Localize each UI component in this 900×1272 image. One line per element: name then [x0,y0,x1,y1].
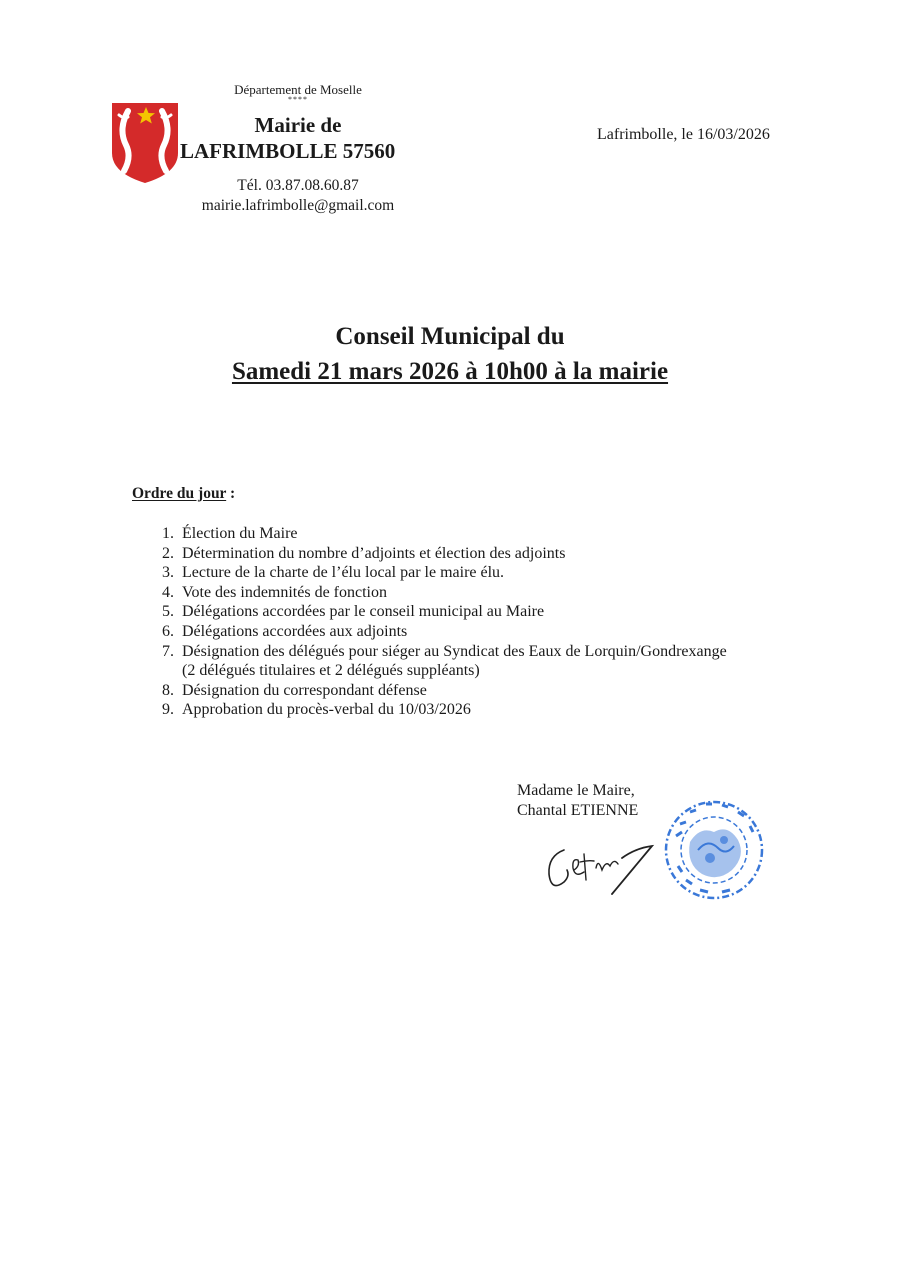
coat-of-arms-icon [110,101,180,185]
item-number: 7. [162,642,174,660]
item-text [182,642,820,681]
item-text: Approbation du procès-verbal du 10/03/2026 [182,701,471,719]
item-number: 6. [162,622,174,640]
item-number: 1. [162,525,174,542]
agenda-heading-label: Ordre du jour [132,485,227,502]
page-title-line1: Conseil Municipal du [335,323,565,350]
contact-block [180,176,416,216]
email-address: mairie.lafrimbolle@gmail.com [201,197,395,214]
item-number: 3. [162,564,174,582]
item-text-line2: (2 délégués titulaires et 2 délégués suppléants) [182,662,480,680]
item-text: Désignation du correspondant défense [182,681,427,699]
list-item [140,524,820,544]
item-number: 2. [162,544,174,562]
list-item [140,642,820,681]
list-item [140,681,820,701]
place-date: Lafrimbolle, le 16/03/2026 [597,126,770,143]
item-text: Vote des indemnités de fonction [182,583,387,601]
item-text: Lecture de la charte de l’élu local par le maire élu. [182,564,505,582]
item-number: 9. [162,701,174,719]
official-stamp [660,796,768,904]
list-item [140,602,820,622]
page-title-line2 [0,355,900,388]
department-line: Département de Moselle [234,82,362,97]
item-text: Délégations accordées aux adjoints [182,622,408,640]
phone-number: Tél. 03.87.08.60.87 [237,177,359,194]
signatory-role: Madame le Maire, [517,782,635,799]
item-text: Détermination du nombre d’adjoints et élection des adjoints [182,544,566,562]
list-item [140,583,820,603]
handwritten-signature [540,830,665,900]
item-text: Délégations accordées par le conseil municipal au Maire [182,603,545,621]
list-item [140,622,820,642]
page-title-date: Samedi 21 mars 2026 à 10h00 à la mairie [231,358,669,385]
signatory-block [517,781,638,821]
agenda-heading-colon: : [226,485,236,502]
list-item [140,700,820,720]
signatory-name: Chantal ETIENNE [517,802,639,819]
list-item [140,563,820,583]
item-number: 5. [162,603,174,621]
item-text-line1: Désignation des délégués pour siéger au Syndicat des Eaux de Lorquin/Gondrexange [182,642,727,660]
mayor-title: Mairie de [254,113,342,137]
stars-divider: **** [288,95,308,104]
list-item [140,544,820,564]
item-number: 4. [162,583,174,601]
commune-name: LAFRIMBOLLE 57560 [180,139,396,163]
letterhead [180,82,416,216]
item-number: 8. [162,681,174,699]
item-text: Élection du Maire [182,525,298,542]
agenda-heading [132,485,235,503]
agenda-list [140,524,820,720]
